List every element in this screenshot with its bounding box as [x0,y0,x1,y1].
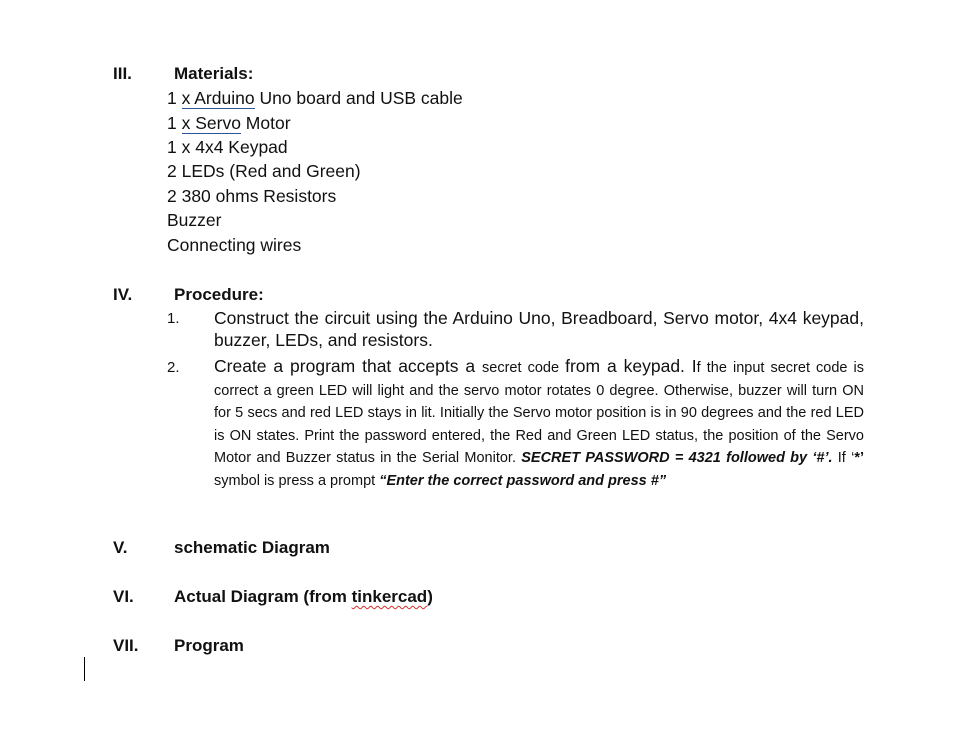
procedure-text-segment: Create a program that accepts a [214,356,483,376]
section-title-procedure: Procedure: [174,285,264,304]
title-prefix: Actual Diagram (from [174,587,352,606]
material-item: 2 LEDs (Red and Green) [167,161,361,181]
section-number-iii: III. [113,64,132,83]
material-item: 2 380 ohms Resistors [167,186,337,206]
procedure-text-segment: If ‘ [832,450,855,466]
section-number-iv: IV. [113,285,133,304]
material-underlined: x Servo [181,113,241,133]
procedure-text-segment: from a keypad. I [565,356,697,376]
material-rest: Motor [240,113,291,133]
section-number-vi: VI. [113,587,134,606]
procedure-step-number: 1. [167,310,180,327]
procedure-text-segment: symbol is press a prompt [214,472,380,489]
material-item: 1 x 4x4 Keypad [167,137,288,157]
procedure-text-segment: secret code [482,360,566,376]
section-number-v: V. [113,538,128,557]
section-title-materials: Materials: [174,64,254,83]
title-suffix: ) [427,587,433,606]
spelling-error-word: tinkercad [351,587,428,606]
procedure-step-text [214,355,864,492]
material-qty: 1 [167,113,182,133]
text-cursor[interactable] [84,657,85,681]
section-number-vii: VII. [113,636,139,655]
secret-password-text: SECRET PASSWORD = 4321 followed by ‘#’. [521,450,833,466]
material-underlined: x Arduino [181,88,255,108]
procedure-text-segment: f the input secret code is correct a green LED will light and the servo motor rotates 0 degree. Otherwise, buzzer will turn ON for 5 secs and red LED stays in lit. Initially the Servo motor position is in 90 degrees and the red LED is ON states. Print the password entered, the Red and Green LED status, the position of the Servo Motor and Buzzer status in the Serial Monitor. [214,360,865,466]
material-item: Buzzer [167,210,222,230]
prompt-text: “Enter the correct password and press #” [379,472,667,489]
material-item [167,112,291,134]
material-item: Connecting wires [167,235,302,255]
section-title-actual-diagram [174,587,433,607]
star-symbol-text: *’ [854,450,864,466]
material-qty: 1 [167,88,182,108]
section-title-program: Program [174,636,244,655]
section-title-schematic: schematic Diagram [174,538,330,557]
material-item [167,87,463,109]
procedure-step-number: 2. [167,359,180,376]
material-rest: Uno board and USB cable [254,88,463,108]
procedure-step-text: Construct the circuit using the Arduino Uno, Breadboard, Servo motor, 4x4 keypad, buzzer, LEDs, and resistors. [214,308,864,350]
